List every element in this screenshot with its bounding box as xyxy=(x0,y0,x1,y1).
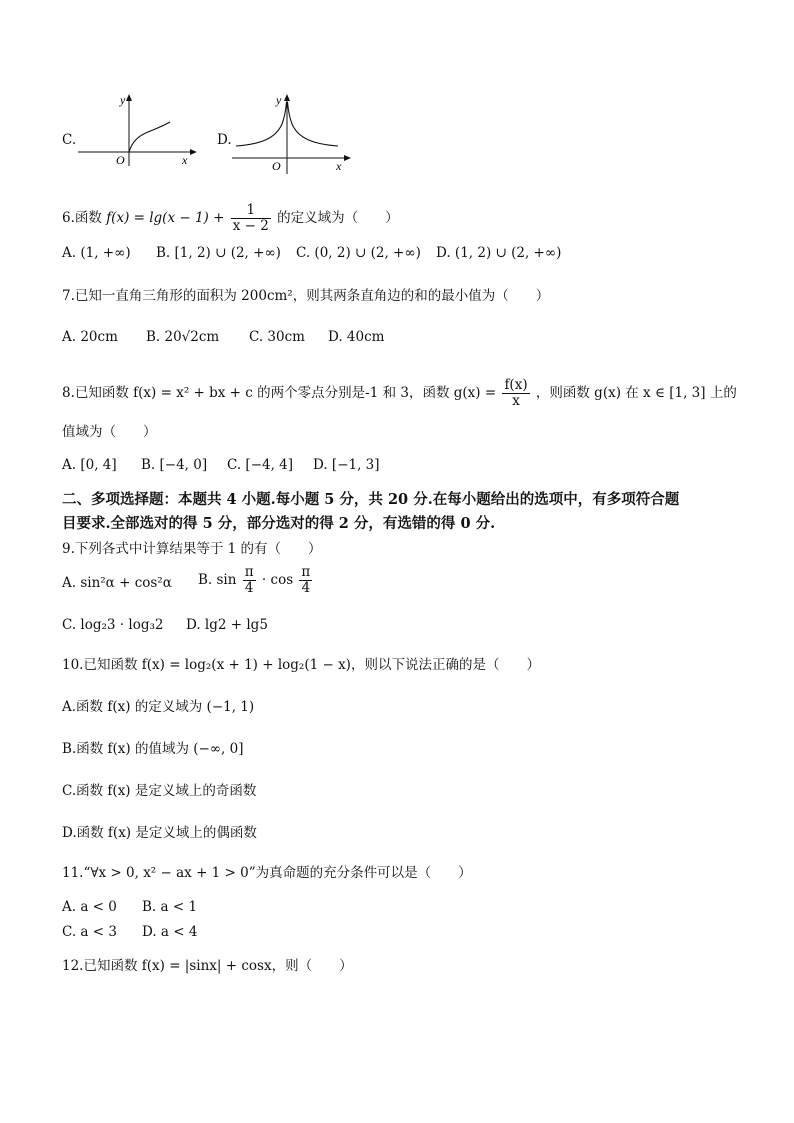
q7-option-c: C. 30cm xyxy=(249,329,305,345)
q9-b-pi-2: π xyxy=(301,564,311,580)
q6-option-b: B. [1, 2) ∪ (2, +∞) xyxy=(156,245,281,261)
q8-option-c: C. [−4, 4] xyxy=(227,457,294,473)
q8-line2: 值域为（ ） xyxy=(62,424,157,440)
figure-c-x: x xyxy=(182,153,188,167)
q9-b-four-1: 4 xyxy=(244,580,254,596)
figure-d-label: D. xyxy=(217,132,232,148)
q8-option-b: B. [−4, 0] xyxy=(141,457,208,473)
q9-b-mid: · cos xyxy=(261,572,294,588)
q8-option-d: D. [−1, 3] xyxy=(313,457,380,473)
q8-part1: 8.已知函数 f(x) = x² + bx + c 的两个零点分别是-1 和 3，函数 g(x) = xyxy=(62,385,497,401)
q9-b-frac-1 xyxy=(243,565,256,596)
q9-option-a: A. sin²α + cos²α xyxy=(62,575,172,591)
q8-part2: ，则函数 g(x) 在 x ∈ [1, 3] 上的 xyxy=(535,385,737,401)
figure-d-x: x xyxy=(336,159,342,173)
question-8 xyxy=(62,378,737,409)
q6-fraction xyxy=(231,203,271,234)
q9-option-b xyxy=(198,565,314,596)
q9-b-four-2: 4 xyxy=(301,580,311,596)
figure-c-label: C. xyxy=(62,132,77,148)
q11-option-a: A. a < 0 xyxy=(62,899,117,915)
q7-option-b: B. 20√2cm xyxy=(146,329,220,345)
question-12: 12.已知函数 f(x) = |sinx| + cosx，则（ ） xyxy=(62,958,353,974)
section-2-header-line1: 二、多项选择题：本题共 4 小题.每小题 5 分，共 20 分.在每小题给出的选项中，有多项符合题 xyxy=(62,491,680,508)
q6-function: f(x) = lg(x − 1) + xyxy=(106,210,225,226)
q9-b-pi-1: π xyxy=(244,564,254,580)
figure-c-origin: O xyxy=(116,153,125,167)
q10-option-b: B.函数 f(x) 的值域为 (−∞, 0] xyxy=(62,741,244,757)
q8-frac-num: f(x) xyxy=(504,377,528,393)
section-2-header-line2: 目要求.全部选对的得 5 分，部分选对的得 2 分，有选错的得 0 分. xyxy=(62,515,496,532)
q11-option-b: B. a < 1 xyxy=(142,899,198,915)
question-9: 9.下列各式中计算结果等于 1 的有（ ） xyxy=(62,541,322,557)
q10-option-c: C.函数 f(x) 是定义域上的奇函数 xyxy=(62,783,257,799)
q6-option-d: D. (1, 2) ∪ (2, +∞) xyxy=(436,245,562,261)
q10-option-a: A.函数 f(x) 的定义域为 (−1, 1) xyxy=(62,699,255,715)
figure-c-y: y xyxy=(120,93,126,107)
q8-fraction xyxy=(502,378,529,409)
q6-option-c: C. (0, 2) ∪ (2, +∞) xyxy=(296,245,421,261)
q10-option-d: D.函数 f(x) 是定义域上的偶函数 xyxy=(62,825,257,841)
q8-option-a: A. [0, 4] xyxy=(62,457,117,473)
q6-frac-den: x − 2 xyxy=(232,218,269,234)
q8-frac-den: x xyxy=(512,393,520,409)
q6-option-a: A. (1, +∞) xyxy=(62,245,131,261)
figure-d-y: y xyxy=(276,93,282,107)
question-6 xyxy=(62,203,399,234)
question-10: 10.已知函数 f(x) = log₂(x + 1) + log₂(1 − x)，则以下说法正确的是（ ） xyxy=(62,657,540,673)
figure-d-graph xyxy=(232,92,352,176)
figure-d-origin: O xyxy=(272,159,281,173)
question-7: 7.已知一直角三角形的面积为 200cm²，则其两条直角边的和的最小值为（ ） xyxy=(62,288,550,304)
q6-frac-num: 1 xyxy=(231,203,271,219)
q9-b-frac-2 xyxy=(299,565,312,596)
q7-option-a: A. 20cm xyxy=(62,329,118,345)
figure-c-graph xyxy=(78,92,198,168)
q9-option-c: C. log₂3 · log₃2 xyxy=(62,617,164,633)
q6-prefix: 6.函数 xyxy=(62,210,102,226)
q11-option-c: C. a < 3 xyxy=(62,924,117,940)
q6-suffix: 的定义域为（ ） xyxy=(277,210,399,226)
question-11: 11.“∀x > 0, x² − ax + 1 > 0”为真命题的充分条件可以是（ ） xyxy=(62,865,472,881)
q11-option-d: D. a < 4 xyxy=(142,924,198,940)
q9-option-d: D. lg2 + lg5 xyxy=(186,617,268,633)
q9-b-prefix: B. sin xyxy=(198,572,237,588)
q7-option-d: D. 40cm xyxy=(328,329,385,345)
